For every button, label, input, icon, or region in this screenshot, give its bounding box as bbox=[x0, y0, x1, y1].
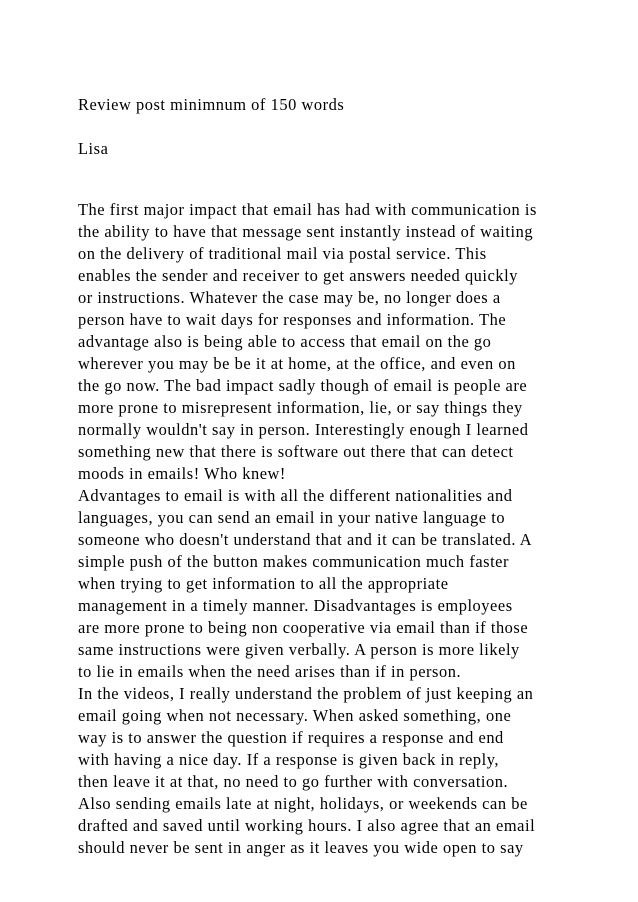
body-line: normally wouldn't say in person. Interestingly enough I learned bbox=[78, 420, 529, 439]
body-line: something new that there is software out there that can detect bbox=[78, 442, 514, 461]
body-line: on the delivery of traditional mail via postal service. This bbox=[78, 244, 487, 263]
body-line: advantage also is being able to access that email on the go bbox=[78, 332, 492, 351]
body-line: languages, you can send an email in your native language to bbox=[78, 508, 506, 527]
body-line: more prone to misrepresent information, lie, or say things they bbox=[78, 398, 523, 417]
body-line: should never be sent in anger as it leaves you wide open to say bbox=[78, 838, 524, 857]
body-line: way is to answer the question if requires a response and end bbox=[78, 728, 504, 747]
body-line: are more prone to being non cooperative via email than if those bbox=[78, 618, 529, 637]
body-line: enables the sender and receiver to get answers needed quickly bbox=[78, 266, 518, 285]
body-line: when trying to get information to all the appropriate bbox=[78, 574, 449, 593]
body-line: simple push of the button makes communication much faster bbox=[78, 552, 510, 571]
body-line: to lie in emails when the need arises than if in person. bbox=[78, 662, 462, 681]
body-line: same instructions were given verbally. A person is more likely bbox=[78, 640, 520, 659]
document-author: Lisa bbox=[78, 139, 109, 158]
body-line: then leave it at that, no need to go further with conversation. bbox=[78, 772, 509, 791]
body-line: moods in emails! Who knew! bbox=[78, 464, 286, 483]
body-line: with having a nice day. If a response is given back in reply, bbox=[78, 750, 500, 769]
body-line: or instructions. Whatever the case may be, no longer does a bbox=[78, 288, 501, 307]
body-line: person have to wait days for responses and information. The bbox=[78, 310, 507, 329]
body-line: someone who doesn't understand that and it can be translated. A bbox=[78, 530, 533, 549]
body-line: the ability to have that message sent instantly instead of waiting bbox=[78, 222, 534, 241]
body-line: drafted and saved until working hours. I also agree that an email bbox=[78, 816, 536, 835]
document-heading: Review post minimnum of 150 words bbox=[78, 95, 345, 114]
body-line: the go now. The bad impact sadly though of email is people are bbox=[78, 376, 528, 395]
body-line: Also sending emails late at night, holidays, or weekends can be bbox=[78, 794, 528, 813]
body-line: management in a timely manner. Disadvantages is employees bbox=[78, 596, 513, 615]
body-line: wherever you may be be it at home, at the office, and even on bbox=[78, 354, 516, 373]
body-line: The first major impact that email has had with communication is bbox=[78, 200, 537, 219]
body-line: email going when not necessary. When asked something, one bbox=[78, 706, 512, 725]
body-line: In the videos, I really understand the problem of just keeping an bbox=[78, 684, 534, 703]
body-line: Advantages to email is with all the different nationalities and bbox=[78, 486, 513, 505]
